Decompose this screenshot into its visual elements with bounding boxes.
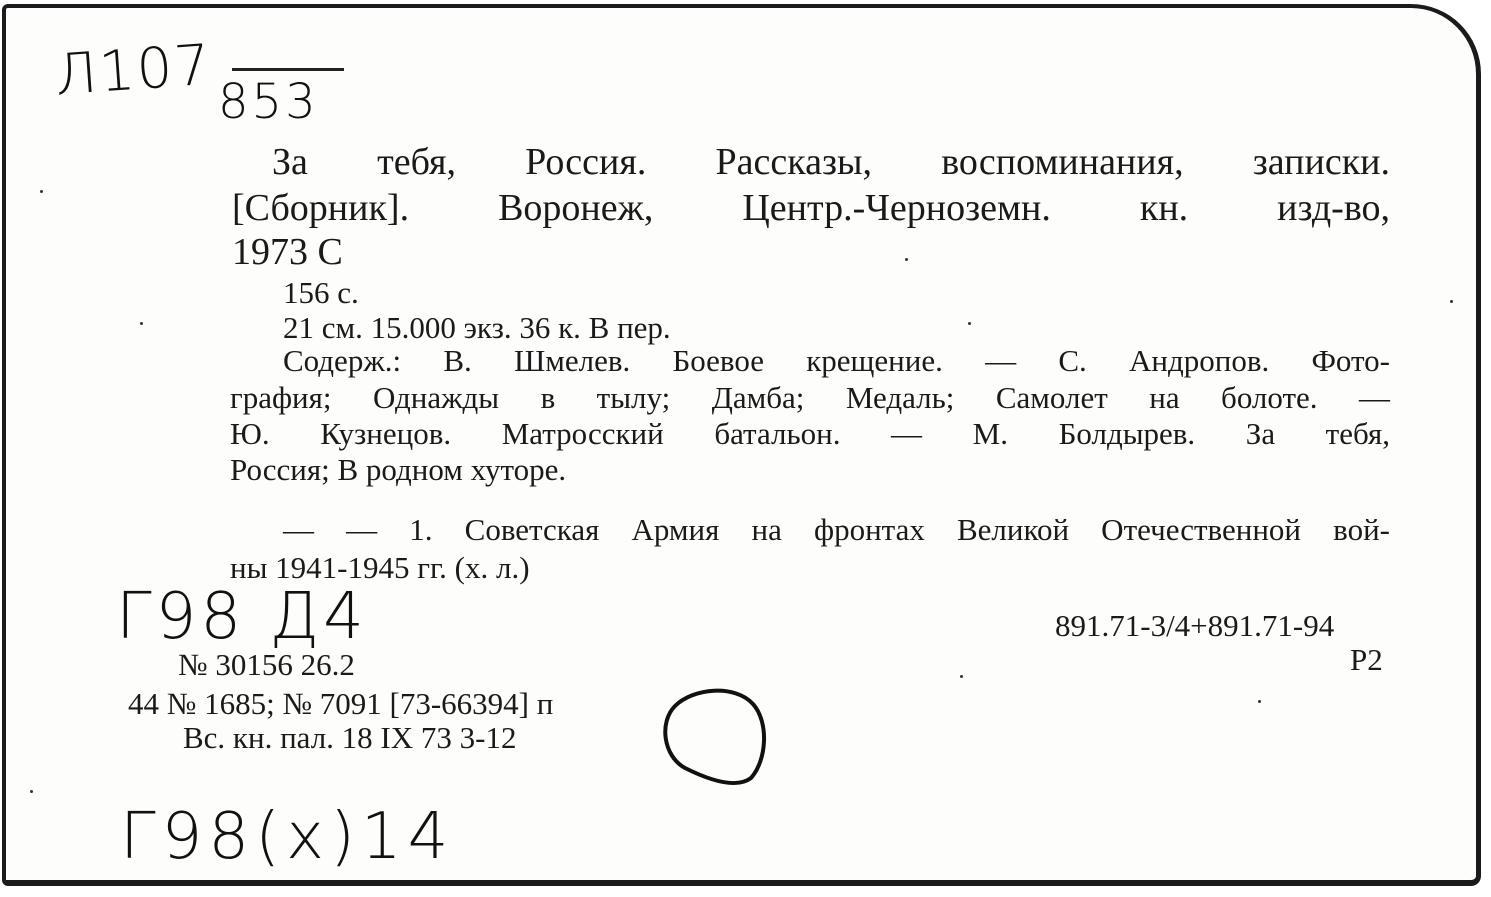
scan-speck xyxy=(40,190,43,193)
contents-line-1: Содерж.: В. Шмелев. Боевое крещение. — С. Андропов. Фото- xyxy=(283,343,1390,378)
handwritten-fraction-number: 853 xyxy=(218,74,319,130)
scan-speck xyxy=(1450,300,1453,303)
registry-line: 44 № 1685; № 7091 [73-66394] п xyxy=(128,686,554,721)
handwritten-shelf-mark-2: Г98(х)14 xyxy=(120,800,455,874)
contents-line-4: Россия; В родном хуторе. xyxy=(230,452,567,487)
punch-hole-outline xyxy=(665,691,764,783)
author-mark: Р2 xyxy=(1350,642,1383,677)
scan-speck xyxy=(140,322,143,325)
record-number: № 30156 26.2 xyxy=(178,647,355,682)
contents-line-3: Ю. Кузнецов. Матросский батальон. — М. Болдырев. За тебя, xyxy=(230,416,1390,451)
subject-line-2: ны 1941-1945 гг. (х. л.) xyxy=(230,550,530,585)
scan-speck xyxy=(960,675,963,678)
scan-speck xyxy=(1258,700,1261,703)
fraction-line xyxy=(232,68,344,71)
title-line-1: За тебя, Россия. Рассказы, воспоминания, записки. xyxy=(272,141,1390,183)
pages-count: 156 с. xyxy=(283,275,359,310)
handwritten-call-number: Л107 xyxy=(52,32,215,109)
scan-speck xyxy=(905,258,908,261)
physical-description: 21 см. 15.000 экз. 36 к. В пер. xyxy=(283,310,671,345)
title-line-2: [Сборник]. Воронеж, Центр.-Черноземн. кн. изд-во, xyxy=(232,187,1390,229)
classification-index: 891.71-3/4+891.71-94 xyxy=(1055,608,1335,643)
title-line-3: 1973 С xyxy=(232,231,343,273)
book-chamber-line: Вс. кн. пал. 18 IX 73 3-12 xyxy=(183,720,517,755)
scan-speck xyxy=(30,790,33,793)
subject-line-1: — — 1. Советская Армия на фронтах Великой Отечественной вой- xyxy=(283,512,1390,547)
scan-speck xyxy=(968,322,971,325)
contents-line-2: графия; Однажды в тылу; Дамба; Медаль; Самолет на болоте. — xyxy=(230,380,1390,415)
punch-hole xyxy=(655,682,773,790)
handwritten-shelf-mark-1: Г98 Д4 xyxy=(116,580,368,654)
